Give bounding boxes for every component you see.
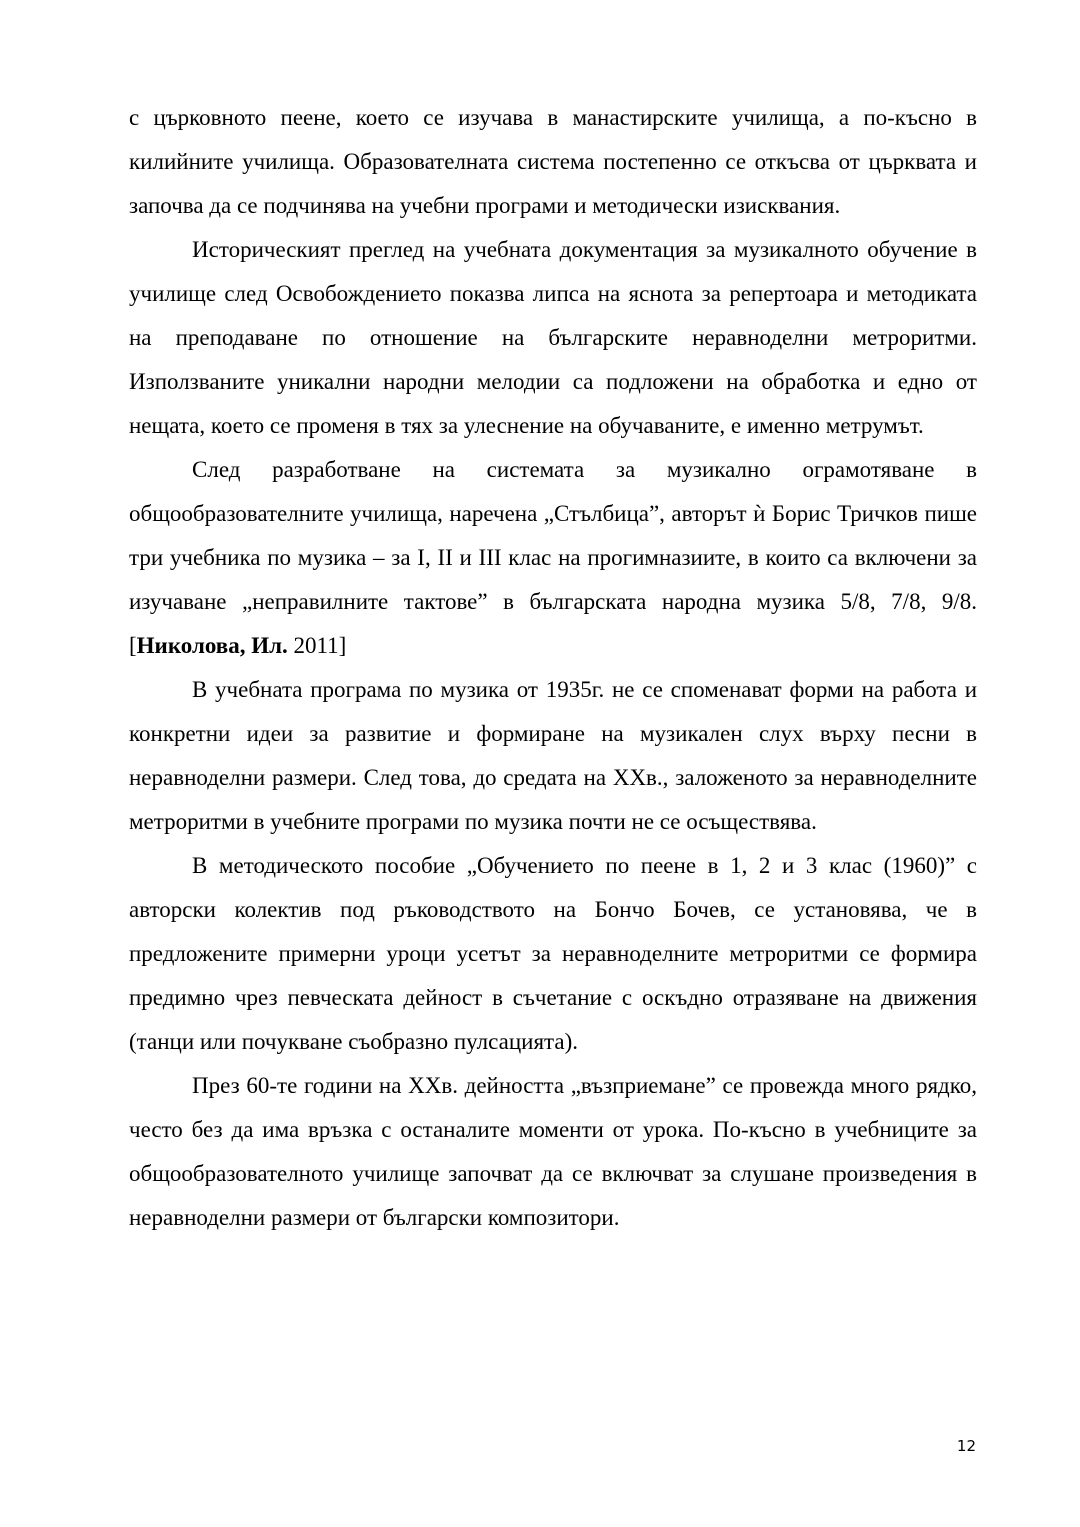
paragraph-text: След разработване на системата за музикално ограмотяване в общообразователните училища, наречена „Стълбица”, авторът ѝ Борис Тричков пише три учебника по музика – за I, II и III клас на прогимназиите, в които са включени за изучаване „неправилните тактове” в българската народна музика 5/8, 7/8, 9/8. [ <box>129 457 977 658</box>
citation-year: 2011] <box>287 633 347 658</box>
paragraph-continued: с църковното пеене, което се изучава в манастирските училища, а по-късно в килийните училища. Образователната система постепенно се откъсва от църквата и започва да се подчинява на учебни програми и методически изисквания. <box>129 105 977 218</box>
paragraph-methodical-manual: В методическото пособие „Обучението по пеене в 1, 2 и 3 клас (1960)” с авторски колектив под ръководството на Бончо Бочев, се установява, че в предложените примерни уроци усетът за неравноделните метроритми се формира предимно чрез певческата дейност в съчетание с оскъдно отразяване на движения (танци или почукване съобразно пулсацията). <box>129 853 977 1054</box>
citation-author: Николова, Ил. <box>136 633 288 658</box>
paragraph-stalbitsa <box>129 448 977 668</box>
paragraph-sixties: През 60-те години на XXв. дейността „възприемане” се провежда много рядко, често без да има връзка с останалите моменти от урока. По-късно в учебниците за общообразователното училище започват да се включват за слушане произведения в неравноделни размери от български композитори. <box>129 1073 977 1230</box>
paragraph-historical-review: Историческият преглед на учебната документация за музикалното обучение в училище след Освобождението показва липса на яснота за репертоара и методиката на преподаване по отношение на българските неравноделни метроритми. Използваните уникални народни мелодии са подложени на обработка и едно от нещата, което се променя в тях за улеснение на обучаваните, е именно метрумът. <box>129 237 977 438</box>
document-body <box>129 96 977 1240</box>
paragraph-program-1935: В учебната програма по музика от 1935г. не се споменават форми на работа и конкретни идеи за развитие и формиране на музикален слух върху песни в неравноделни размери. След това, до средата на XXв., заложеното за неравноделните метроритми в учебните програми по музика почти не се осъществява. <box>129 677 977 834</box>
page-number: 12 <box>956 1437 976 1455</box>
